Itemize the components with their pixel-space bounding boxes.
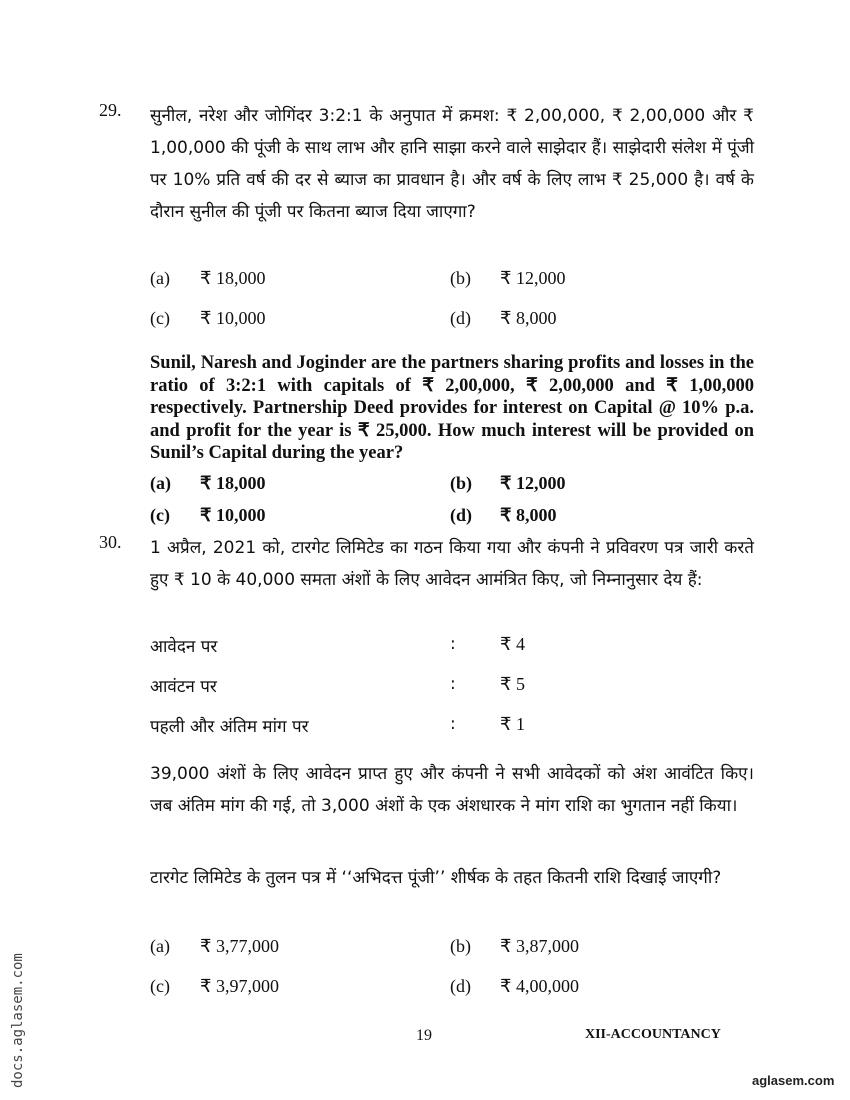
page-number: 19 [416, 1027, 432, 1044]
schedule-colon: : [450, 634, 456, 654]
schedule-row [150, 634, 754, 674]
option-a: (a) ₹ 18,000 [150, 268, 266, 288]
options-row [150, 936, 754, 976]
question-number: 29. [99, 100, 122, 120]
schedule-label: पहली और अंतिम मांग पर [150, 717, 309, 737]
option-a: (a) ₹ 3,77,000 [150, 936, 279, 956]
option-c: (c) ₹ 3,97,000 [150, 976, 279, 996]
option-b: (b) ₹ 3,87,000 [450, 936, 579, 956]
schedule-amount: ₹ 4 [500, 634, 525, 654]
option-d: (d) ₹ 8,000 [450, 308, 557, 328]
options-row [150, 505, 754, 535]
options-row [150, 308, 754, 348]
question-text-hindi: सुनील, नरेश और जोगिंदर 3:2:1 के अनुपात में क्रमश: ₹ 2,00,000, ₹ 2,00,000 और ₹ 1,00,000 की पूंजी के साथ लाभ और हानि साझा करने वाले साझेदार हैं। साझेदारी संलेश में पूंजी पर 10% प्रति वर्ष की दर से ब्याज का प्रावधान है। और वर्ष के लिए लाभ ₹ 25,000 है। वर्ष के दौरान सुनील की पूंजी पर कितना ब्याज दिया जाएगा? [150, 106, 754, 222]
option-a: (a) ₹ 18,000 [150, 472, 266, 493]
option-d: (d) ₹ 8,000 [450, 504, 557, 525]
question-number: 30. [99, 532, 122, 552]
question-30 [99, 532, 754, 1016]
question-text-english: Sunil, Naresh and Joginder are the partners sharing profits and losses in the ratio of 3:2:1 with capitals of ₹ 2,00,000, ₹ 2,00,000 and ₹ 1,00,000 respectively. Partnership Deed provides for interest on Capital @ 10% p.a. and profit for the year is ₹ 25,000. How much interest will be provided on Sunil’s Capital during the year? [150, 353, 754, 463]
options-row [150, 473, 754, 505]
option-b: (b) ₹ 12,000 [450, 268, 566, 288]
question-paragraph: 39,000 अंशों के लिए आवेदन प्राप्त हुए और कंपनी ने सभी आवेदकों को अंश आवंटित किए। जब अंतिम मांग की गई, तो 3,000 अंशों के एक अंशधारक ने मांग राशि का भुगतान नहीं किया। [150, 764, 754, 816]
schedule-colon: : [450, 674, 456, 694]
schedule-row [150, 714, 754, 754]
question-intro: 1 अप्रैल, 2021 को, टारगेट लिमिटेड का गठन किया गया और कंपनी ने प्रविवरण पत्र जारी करते हुए ₹ 10 के 40,000 समता अंशों के लिए आवेदन आमंत्रित किए, जो निम्नानुसार देय हैं: [150, 538, 754, 590]
subject-code: XII-ACCOUNTANCY [585, 1027, 721, 1042]
schedule-row [150, 674, 754, 714]
options-row [150, 268, 754, 308]
option-c: (c) ₹ 10,000 [150, 308, 266, 328]
schedule-label: आवेदन पर [150, 637, 218, 657]
question-29 [99, 100, 754, 535]
schedule-amount: ₹ 1 [500, 714, 525, 734]
option-b: (b) ₹ 12,000 [450, 472, 566, 493]
corner-watermark: aglasem.com [752, 1073, 835, 1088]
options-row [150, 976, 754, 1016]
option-d: (d) ₹ 4,00,000 [450, 976, 579, 996]
schedule-amount: ₹ 5 [500, 674, 525, 694]
question-prompt: टारगेट लिमिटेड के तुलन पत्र में ‘‘अभिदत्त पूंजी’’ शीर्षक के तहत कितनी राशि दिखाई जाएगी? [150, 868, 722, 888]
option-c: (c) ₹ 10,000 [150, 504, 266, 525]
schedule-colon: : [450, 714, 456, 734]
side-watermark: docs.aglasem.com [10, 953, 26, 1088]
schedule-label: आवंटन पर [150, 677, 217, 697]
